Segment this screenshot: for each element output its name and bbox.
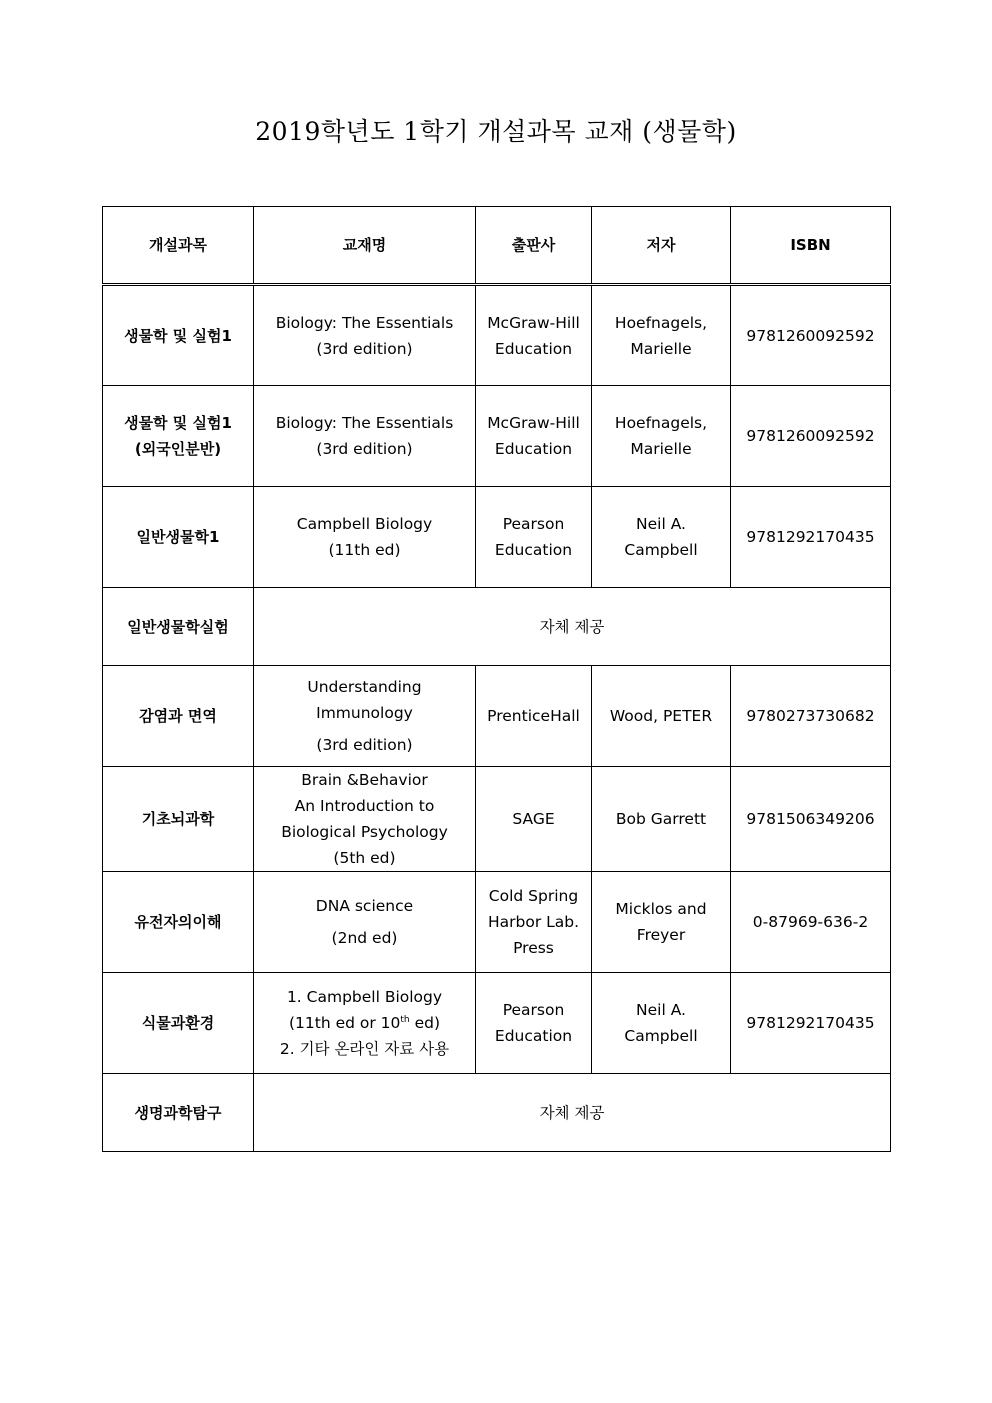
textbook-cell xyxy=(254,767,476,872)
textbook-cell xyxy=(254,386,476,487)
textbook-edition: (5th ed) xyxy=(333,849,396,867)
textbook-edition: (3rd edition) xyxy=(316,440,413,458)
column-header-textbook: 교재명 xyxy=(254,207,476,285)
publisher-cell xyxy=(476,487,592,588)
course-cell xyxy=(103,487,254,588)
publisher-line: Education xyxy=(494,1027,573,1045)
author-line: Campbell xyxy=(624,541,698,559)
isbn-cell: 9781292170435 xyxy=(731,487,891,588)
table-row xyxy=(103,487,891,588)
author-line: Hoefnagels, xyxy=(614,414,708,432)
textbook-title: DNA science xyxy=(315,897,414,915)
author-line: Hoefnagels, xyxy=(614,313,708,332)
author-cell xyxy=(592,666,731,767)
publisher-line: Pearson xyxy=(502,515,565,533)
publisher-line: Pearson xyxy=(502,1001,565,1019)
course-cell xyxy=(103,285,254,386)
author-line: Marielle xyxy=(630,440,692,458)
publisher-cell xyxy=(476,386,592,487)
table-row xyxy=(103,973,891,1074)
course-section: (외국인분반) xyxy=(134,440,222,458)
publisher-line: McGraw-Hill xyxy=(487,313,580,332)
publisher-line: Education xyxy=(494,440,573,458)
textbook-cell xyxy=(254,872,476,973)
textbook-cell xyxy=(254,285,476,386)
textbook-line-1: 1. Campbell Biology xyxy=(286,988,443,1006)
author-line: Marielle xyxy=(630,339,692,358)
textbook-title: Understanding xyxy=(307,678,422,696)
textbook-edition: (2nd ed) xyxy=(331,929,398,947)
publisher-cell xyxy=(476,973,592,1074)
author-line: Wood, PETER xyxy=(609,707,713,725)
column-header-publisher: 출판사 xyxy=(476,207,592,285)
table-row xyxy=(103,386,891,487)
publisher-cell xyxy=(476,666,592,767)
author-cell xyxy=(592,386,731,487)
course-name: 일반생물학1 xyxy=(136,528,220,546)
publisher-line: McGraw-Hill xyxy=(487,414,580,432)
textbook-title: An Introduction to xyxy=(294,797,435,815)
textbook-title: Biology: The Essentials xyxy=(275,414,454,432)
course-name: 기초뇌과학 xyxy=(141,810,215,828)
author-cell xyxy=(592,872,731,973)
table-row xyxy=(103,588,891,666)
textbook-cell xyxy=(254,973,476,1074)
course-cell xyxy=(103,767,254,872)
table-row xyxy=(103,666,891,767)
textbook-title: Campbell Biology xyxy=(296,515,433,533)
publisher-line: SAGE xyxy=(512,810,555,828)
author-cell xyxy=(592,973,731,1074)
course-name: 유전자의이해 xyxy=(134,913,222,931)
textbook-cell xyxy=(254,666,476,767)
author-cell xyxy=(592,487,731,588)
author-cell xyxy=(592,767,731,872)
publisher-cell xyxy=(476,767,592,872)
table-row xyxy=(103,767,891,872)
table-header-row xyxy=(103,207,891,285)
course-cell xyxy=(103,872,254,973)
textbook-line-2 xyxy=(258,1010,471,1036)
publisher-line: PrenticeHall xyxy=(487,707,580,725)
author-line: Freyer xyxy=(636,926,686,944)
author-cell xyxy=(592,285,731,386)
textbook-cell xyxy=(254,487,476,588)
publisher-line: Press xyxy=(513,939,554,957)
publisher-line: Cold Spring xyxy=(488,887,579,905)
merged-note-cell: 자체 제공 xyxy=(254,588,891,666)
textbook-edition: (11th ed) xyxy=(328,541,401,559)
textbook-title: Biological Psychology xyxy=(281,823,448,841)
column-header-course: 개설과목 xyxy=(103,207,254,285)
textbook-table xyxy=(102,206,891,1152)
course-cell xyxy=(103,386,254,487)
column-header-author: 저자 xyxy=(592,207,731,285)
course-name: 생명과학탐구 xyxy=(134,1103,222,1122)
table-row xyxy=(103,872,891,973)
isbn-cell: 9781260092592 xyxy=(731,285,891,386)
course-cell xyxy=(103,588,254,666)
author-line: Neil A. xyxy=(636,515,686,533)
textbook-line-3: 2. 기타 온라인 자료 사용 xyxy=(279,1040,450,1058)
isbn-cell: 9781260092592 xyxy=(731,386,891,487)
publisher-line: Education xyxy=(494,541,573,559)
textbook-line-2-sup: th xyxy=(400,1014,410,1025)
publisher-cell xyxy=(476,872,592,973)
course-cell xyxy=(103,666,254,767)
course-name: 생물학 및 실험1 xyxy=(124,414,232,432)
textbook-title: Immunology xyxy=(316,704,413,722)
table-row xyxy=(103,1074,891,1152)
isbn-cell: 0-87969-636-2 xyxy=(731,872,891,973)
textbook-edition: (3rd edition) xyxy=(316,736,413,754)
merged-note-cell: 자체 제공 xyxy=(254,1074,891,1152)
course-name: 식물과환경 xyxy=(141,1014,215,1032)
publisher-line: Harbor Lab. xyxy=(487,913,580,931)
textbook-title: Biology: The Essentials xyxy=(275,313,454,332)
course-name: 생물학 및 실험1 xyxy=(124,326,232,345)
publisher-cell xyxy=(476,285,592,386)
author-line: Bob Garrett xyxy=(615,810,707,828)
page-title: 2019학년도 1학기 개설과목 교재 (생물학) xyxy=(255,117,737,146)
isbn-cell: 9781292170435 xyxy=(731,973,891,1074)
author-line: Campbell xyxy=(624,1027,698,1045)
course-name: 감염과 면역 xyxy=(139,707,217,725)
textbook-line-2-post: ed) xyxy=(409,1014,440,1032)
isbn-cell: 9780273730682 xyxy=(731,666,891,767)
publisher-line: Education xyxy=(494,339,573,358)
course-cell xyxy=(103,973,254,1074)
course-cell xyxy=(103,1074,254,1152)
isbn-cell: 9781506349206 xyxy=(731,767,891,872)
textbook-title: Brain &Behavior xyxy=(301,771,428,789)
textbook-edition: (3rd edition) xyxy=(316,339,413,358)
course-name: 일반생물학실험 xyxy=(127,617,229,636)
textbook-line-2-pre: (11th ed or 10 xyxy=(289,1014,401,1032)
author-line: Micklos and xyxy=(615,900,707,918)
author-line: Neil A. xyxy=(636,1001,686,1019)
table-row xyxy=(103,285,891,386)
column-header-isbn: ISBN xyxy=(731,207,891,285)
